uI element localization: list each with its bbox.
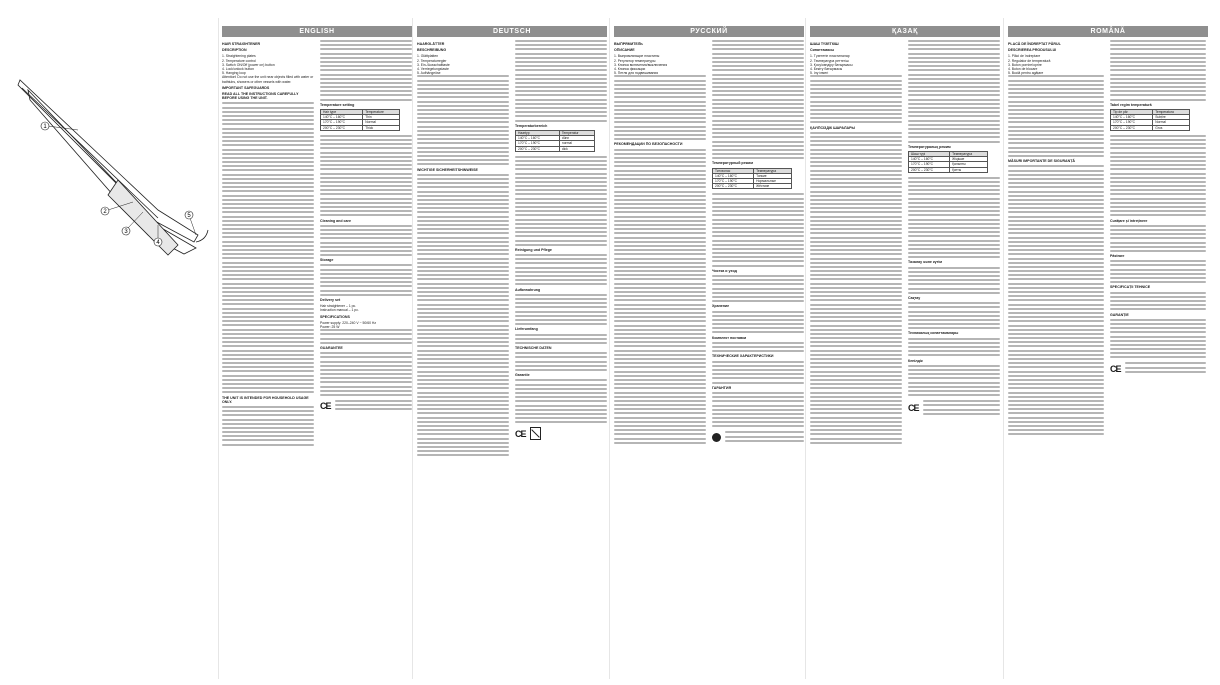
list-item: 2. Temperaturregler <box>417 58 447 63</box>
hair-straightener-drawing <box>8 30 213 670</box>
list-item: 3. Кнопка включения/выключения <box>614 62 668 67</box>
list-item: 5. Hanging loop <box>222 71 246 76</box>
kazakh-right <box>908 40 1000 676</box>
table-cell: 200°C – 230°C <box>321 125 363 130</box>
callout-4: 4 <box>156 240 160 246</box>
text-lines <box>320 135 412 217</box>
text-lines <box>417 75 509 165</box>
text-lines <box>908 338 1000 357</box>
text-lines <box>712 361 804 384</box>
text-lines <box>614 75 706 140</box>
section-title: HAARGLÄTTER <box>417 42 445 46</box>
text-lines <box>810 132 902 444</box>
section-heading: Temperature setting <box>320 102 355 107</box>
section-heading: Aufbewahrung <box>515 287 541 292</box>
section-heading: Сақтау <box>908 295 921 300</box>
text-lines <box>712 275 804 302</box>
table-cell: Жіңішке <box>950 157 988 162</box>
kazakh-column <box>810 26 1000 676</box>
section-heading: Delivery set <box>320 297 341 302</box>
language-header-kazakh: ҚАЗАҚ <box>810 26 1000 37</box>
text-lines <box>515 40 607 122</box>
attention-text: Attention! Do not use the unit near objects filled with water or bathtubs, showers or other vessels with water. <box>222 75 314 84</box>
section-heading: DESCRIPTION <box>222 48 247 53</box>
kazakh-left <box>810 40 902 676</box>
section-heading: ГАРАНТИЯ <box>712 385 732 390</box>
section-heading: Storage <box>320 258 334 263</box>
text-lines <box>1110 260 1206 283</box>
list-item: 5. Ілу ілмегі <box>810 71 829 76</box>
table-cell: Қатты <box>950 167 988 172</box>
text-lines <box>712 342 804 352</box>
text-lines <box>1110 135 1206 217</box>
table-cell: Normal <box>1153 120 1190 125</box>
text-lines <box>1110 319 1206 359</box>
section-heading: TECHNISCHE DATEN <box>515 346 552 351</box>
section-heading: Temperaturbereich <box>515 123 548 128</box>
list-item: 1. Выпрямляющие пластины <box>614 54 660 59</box>
language-header-russian: РУССКИЙ <box>614 26 804 37</box>
household-note: THE UNIT IS INTENDED FOR HOUSEHOLD USAGE ONLY. <box>222 395 309 404</box>
text-lines <box>712 392 804 428</box>
table-header: Temperature <box>363 110 400 115</box>
table-cell: 170°C – 190°C <box>1111 120 1153 125</box>
text-lines <box>515 352 607 371</box>
text-lines <box>222 102 314 393</box>
text-lines <box>335 400 412 413</box>
list-item: 4. Бекіту батырмасы <box>810 67 843 72</box>
romana-left <box>1008 40 1104 676</box>
section-title: HAIR STRAIGHTENER <box>222 42 261 46</box>
table-cell: 170°C – 190°C <box>909 162 950 167</box>
text-lines <box>614 149 706 444</box>
text-lines <box>222 406 314 446</box>
list-item: 2. Regulator de temperatură <box>1008 58 1051 63</box>
section-heading: SPECIFICATIONS <box>320 314 350 319</box>
ce-mark-icon: CE <box>1110 363 1121 374</box>
table-cell: 170°C – 190°C <box>713 179 754 184</box>
table-cell: 170°C – 190°C <box>516 141 560 146</box>
table-cell: normal <box>559 141 594 146</box>
section-heading: Температурный режим <box>712 161 753 166</box>
text-lines <box>1110 40 1206 101</box>
section-heading: BESCHREIBUNG <box>417 48 447 53</box>
russian-left <box>614 40 706 676</box>
temperature-table <box>908 151 988 173</box>
section-heading: SPECIFICAȚII TEHNICE <box>1110 285 1151 290</box>
table-cell: Қалыпты <box>950 162 988 167</box>
table-cell: 200°C – 230°C <box>909 167 950 172</box>
table-header: Температура <box>754 168 792 173</box>
certification-marks <box>320 400 412 413</box>
temperature-table <box>712 168 792 190</box>
deutsch-right <box>515 40 607 676</box>
table-cell: Нормальные <box>754 179 792 184</box>
table-cell: 140°C – 160°C <box>321 115 363 120</box>
language-header-romana: ROMÂNĂ <box>1008 26 1208 37</box>
table-cell: 140°C – 160°C <box>909 157 950 162</box>
romana-right <box>1110 40 1206 676</box>
table-cell: Gros <box>1153 125 1190 130</box>
list-item: 4. Buton de blocare <box>1008 67 1038 72</box>
section-heading: Tabel regim temperatură <box>1110 102 1152 107</box>
list-item: Power: 25 W <box>320 325 340 329</box>
text-lines <box>923 400 1000 417</box>
section-subheading: READ ALL THE INSTRUCTIONS CAREFULLY BEFORE USING THE UNIT. <box>222 92 299 101</box>
table-cell: 170°C – 190°C <box>321 120 363 125</box>
list-item: 3. Switch ON/Off (power on) button <box>222 62 275 67</box>
english-left <box>222 40 314 676</box>
section-heading: Păstrare <box>1110 254 1125 259</box>
certification-marks <box>712 431 804 444</box>
table-cell: Thin <box>363 115 400 120</box>
table-cell: 200°C – 230°C <box>1111 125 1153 130</box>
romana-column <box>1008 26 1208 676</box>
table-cell: Thick <box>363 125 400 130</box>
text-lines <box>810 75 902 123</box>
russian-right <box>712 40 804 676</box>
table-cell: 140°C – 160°C <box>516 136 560 141</box>
list-item: 1. Glättplatten <box>417 54 439 59</box>
text-lines <box>320 225 412 256</box>
fold-line <box>218 18 219 679</box>
russian-column <box>614 26 804 676</box>
list-item: 5. Aufhängeöse <box>417 71 441 76</box>
list-item: Power supply: 220–240 V ~ 50/60 Hz <box>320 320 377 325</box>
text-lines <box>1008 75 1104 157</box>
table-cell: 140°C – 160°C <box>1111 115 1153 120</box>
text-lines <box>320 352 412 396</box>
callout-3: 3 <box>124 229 128 235</box>
deutsch-left <box>417 40 509 676</box>
table-header: Температура <box>950 151 988 156</box>
text-lines <box>908 177 1000 259</box>
section-heading: Чистка и уход <box>712 268 737 273</box>
section-heading: DESCRIEREA PRODUSULUI <box>1008 48 1057 53</box>
text-lines <box>515 334 607 344</box>
text-lines <box>908 267 1000 294</box>
fold-line <box>1003 18 1004 679</box>
certification-marks <box>1110 362 1206 375</box>
list-item: Hair straightener – 1 pc. <box>320 304 357 309</box>
callout-1: 1 <box>43 124 47 130</box>
text-lines <box>908 365 1000 396</box>
section-heading: GARANȚIE <box>1110 312 1129 317</box>
language-header-deutsch: DEUTSCH <box>417 26 607 37</box>
section-heading: Хранение <box>712 304 730 309</box>
section-heading: Температуралық режим <box>908 144 951 149</box>
ce-mark-icon: CE <box>320 401 331 412</box>
text-lines <box>908 302 1000 329</box>
text-lines <box>712 193 804 266</box>
section-heading: Lieferumfang <box>515 327 538 332</box>
section-heading: MĂSURI IMPORTANTE DE SIGURANȚĂ <box>1008 159 1076 164</box>
callout-5: 5 <box>187 213 191 219</box>
section-heading: WICHTIGE SICHERHEITSHINWEISE <box>417 167 478 172</box>
english-column <box>222 26 412 676</box>
text-lines <box>515 254 607 285</box>
list-item: 5. Петля для подвешивания <box>614 71 659 76</box>
section-heading: Curățare și întreținere <box>1110 218 1148 223</box>
text-lines <box>515 379 607 423</box>
list-item: 4. Кнопка фиксации <box>614 67 646 72</box>
deutsch-column <box>417 26 607 676</box>
section-heading: Техникалық сипаттамалары <box>908 331 959 336</box>
section-heading: РЕКОМЕНДАЦИИ ПО БЕЗОПАСНОСТИ <box>614 142 683 147</box>
certification-marks <box>908 400 1000 417</box>
table-cell: 200°C – 230°C <box>713 184 754 189</box>
list-item: Instruction manual – 1 pc. <box>320 308 359 313</box>
list-item: 1. Түзететін пластиналар <box>810 54 850 59</box>
certification-marks <box>515 427 607 440</box>
certification-logo-icon <box>712 433 721 442</box>
section-heading: ҚАУІПСІЗДІК ШАРАЛАРЫ <box>810 125 856 130</box>
product-illustration <box>8 30 213 670</box>
table-cell: dick <box>559 146 594 151</box>
text-lines <box>908 40 1000 143</box>
section-heading: Cleaning and care <box>320 218 351 223</box>
text-lines <box>417 174 509 457</box>
temperature-table <box>320 109 400 131</box>
ce-mark-icon: CE <box>515 428 526 439</box>
section-heading: ТЕХНИЧЕСКИЕ ХАРАКТЕРИСТИКИ <box>712 354 774 359</box>
section-heading: ОПИСАНИЕ <box>614 48 635 53</box>
list-item: 2. Температура реттегіш <box>810 58 849 63</box>
list-item: 2. Temperature control <box>222 58 256 63</box>
list-item: 3. Ein-/Ausschalttaste <box>417 62 450 67</box>
table-header: Haartyp <box>516 130 560 135</box>
text-lines <box>1008 165 1104 435</box>
table-header: Temperatura <box>1153 110 1190 115</box>
section-heading: Кепілдік <box>908 358 923 363</box>
text-lines <box>1110 292 1206 311</box>
fold-line <box>412 18 413 679</box>
section-title: PLACĂ DE ÎNDREPTAT PĂRUL <box>1008 42 1061 46</box>
table-header: Temperatur <box>559 130 594 135</box>
table-cell: dünn <box>559 136 594 141</box>
ce-mark-icon: CE <box>908 403 919 414</box>
text-lines <box>1125 362 1206 375</box>
language-header-english: ENGLISH <box>222 26 412 37</box>
section-heading: Garantie <box>515 373 530 378</box>
section-heading: IMPORTANT SAFEGUARDS <box>222 85 270 90</box>
temperature-table <box>515 130 595 152</box>
list-item: 4. Lock/unlock button <box>222 67 255 72</box>
table-cell: Subțire <box>1153 115 1190 120</box>
table-header: Шаш түрі <box>909 151 950 156</box>
section-heading: Комплект поставки <box>712 335 747 340</box>
list-item: 3. Қосу/сөндіру батырмасы <box>810 62 853 67</box>
temperature-table <box>1110 109 1190 131</box>
table-cell: Тонкие <box>754 173 792 178</box>
section-heading: Reinigung und Pflege <box>515 247 552 252</box>
list-item: 4. Verriegelungstaste <box>417 67 449 72</box>
text-lines <box>712 311 804 334</box>
table-cell: 200°C – 230°C <box>516 146 560 151</box>
table-header: Hair type <box>321 110 363 115</box>
list-item: 3. Buton pornire/oprire <box>1008 62 1042 67</box>
table-cell: Жёсткие <box>754 184 792 189</box>
list-item: 5. Buclă pentru agățare <box>1008 71 1044 76</box>
table-cell: Normal <box>363 120 400 125</box>
text-lines <box>515 294 607 325</box>
text-lines <box>725 431 804 444</box>
section-title: ВЫПРЯМИТЕЛЬ <box>614 42 643 46</box>
text-lines <box>1110 225 1206 252</box>
callout-2: 2 <box>103 209 107 215</box>
text-lines <box>320 329 412 344</box>
list-item: 1. Straightening plates <box>222 54 256 59</box>
table-cell: 140°C – 160°C <box>713 173 754 178</box>
english-right <box>320 40 412 676</box>
section-heading: Тазалау және күтім <box>908 260 943 265</box>
table-header: Tip de păr <box>1111 110 1153 115</box>
text-lines <box>320 40 412 101</box>
section-heading: Сипаттамасы <box>810 48 835 53</box>
fold-line <box>609 18 610 679</box>
text-lines <box>515 156 607 246</box>
table-header: Тип волос <box>713 168 754 173</box>
text-lines <box>320 264 412 295</box>
section-heading: GUARANTEE <box>320 345 343 350</box>
list-item: 2. Регулятор температуры <box>614 58 656 63</box>
crossed-bin-icon <box>530 427 541 440</box>
fold-line <box>805 18 806 679</box>
list-item: 1. Plăci de îndreptare <box>1008 54 1041 59</box>
text-lines <box>712 40 804 159</box>
section-title: ШАШ ТҮЗЕТКІШ <box>810 42 839 46</box>
